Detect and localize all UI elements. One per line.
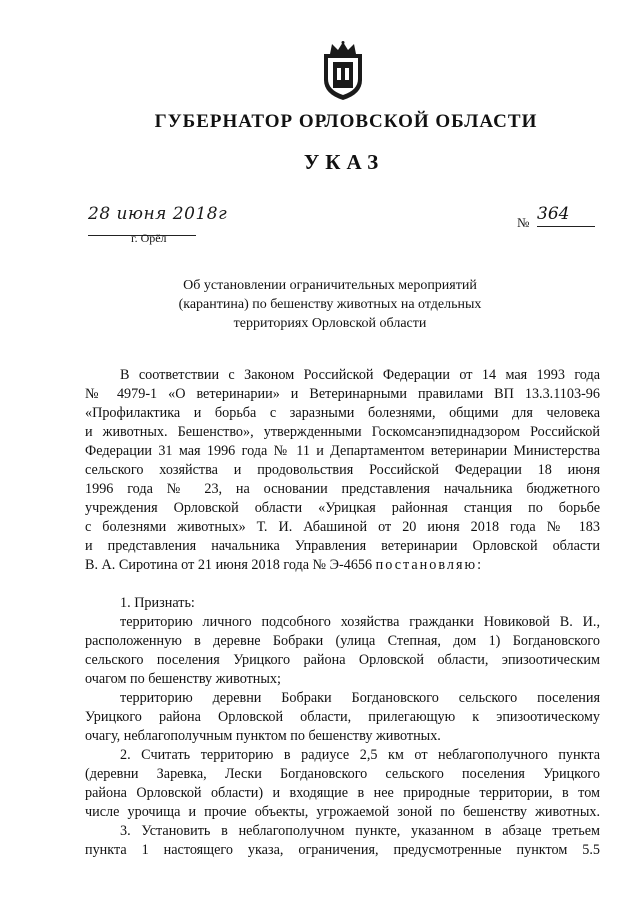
subject-line: территориях Орловской области [233, 316, 427, 331]
body-line: № 4979-1 «О ветеринарии» и Ветеринарными правилами ВП 13.3.1103-96 [85, 386, 600, 402]
coat-of-arms-emblem [318, 40, 368, 102]
body-line: 1996 года № 23, на основании представления начальника бюджетного [85, 481, 600, 497]
body-line: «Профилактика и борьба с заразными болезнями, общими для человека [85, 405, 600, 421]
body-line: территорию личного подсобного хозяйства гражданки Новиковой В. И., [120, 614, 600, 630]
body-line: расположенную в деревне Бобраки (улица Степная, дом 1) Богдановского [85, 633, 600, 649]
body-line: сельского поселения Урицкого района Орловской области, эпизоотическим [85, 652, 600, 668]
body-line: 3. Установить в неблагополучном пункте, указанном в абзаце третьем [120, 823, 600, 839]
body-line: В соответствии с Законом Российской Федерации от 14 мая 1993 года [120, 367, 600, 383]
clause-heading: 1. Признать: [120, 595, 195, 611]
body-line: территорию деревни Бобраки Богдановского сельского поселения [120, 690, 600, 706]
resolution-word: постановляю: [375, 557, 484, 573]
body-line: учреждения Орловской области «Урицкая районная станция по борьбе [85, 500, 600, 516]
body-line: очагу, неблагополучным пунктом по бешенству животных. [85, 728, 441, 744]
body-line: с болезнями животных» Т. И. Абашиной от 20 июня 2018 года № 183 [85, 519, 600, 535]
authority-title: ГУБЕРНАТОР ОРЛОВСКОЙ ОБЛАСТИ [154, 111, 538, 132]
document-type-title: УКАЗ [303, 150, 385, 174]
body-line: числе урочища и прочие объекты, угрожаемой зоной по бешенству животных. [85, 804, 600, 820]
body-line: пункта 1 настоящего указа, ограничения, предусмотренные пунктом 5.5 [85, 842, 600, 858]
body-line: (деревни Заревка, Лески Богдановского сельского поселения Урицкого [85, 766, 600, 782]
body-line: очагом по бешенству животных; [85, 671, 281, 687]
body-line: Урицкого района Орловской области, прилегающую к эпизоотическому [85, 709, 600, 725]
body-line: района Орловской области) и входящие в нее природные территории, в том [85, 785, 600, 801]
number-label: № [517, 215, 530, 230]
handwritten-number: 364 [537, 204, 570, 224]
body-text: В. А. Сиротина от 21 июня 2018 года № Э-4656 [85, 557, 373, 573]
body-line: 2. Считать территорию в радиусе 2,5 км от неблагополучного пункта [120, 747, 600, 763]
body-line: и представления начальника Управления ветеринарии Орловской области [85, 538, 600, 554]
number-underline [537, 226, 595, 227]
decree-subject [150, 276, 510, 333]
body-line: Федерации 31 мая 1996 года № 11 и Департаментом ветеринарии Министерства [85, 443, 600, 459]
body-line: сельского хозяйства и продовольствия Российской Федерации 18 июня [85, 462, 600, 478]
handwritten-date: 28 июня 2018г [88, 204, 228, 224]
city-label: г. Орёл [131, 231, 167, 245]
body-line: и животных. Бешенство», утвержденными Госкомсанэпиднадзором Российской [85, 424, 600, 440]
subject-line: (карантина) по бешенству животных на отдельных [178, 297, 482, 312]
body-line [85, 556, 600, 574]
subject-line: Об установлении ограничительных мероприятий [183, 278, 477, 293]
